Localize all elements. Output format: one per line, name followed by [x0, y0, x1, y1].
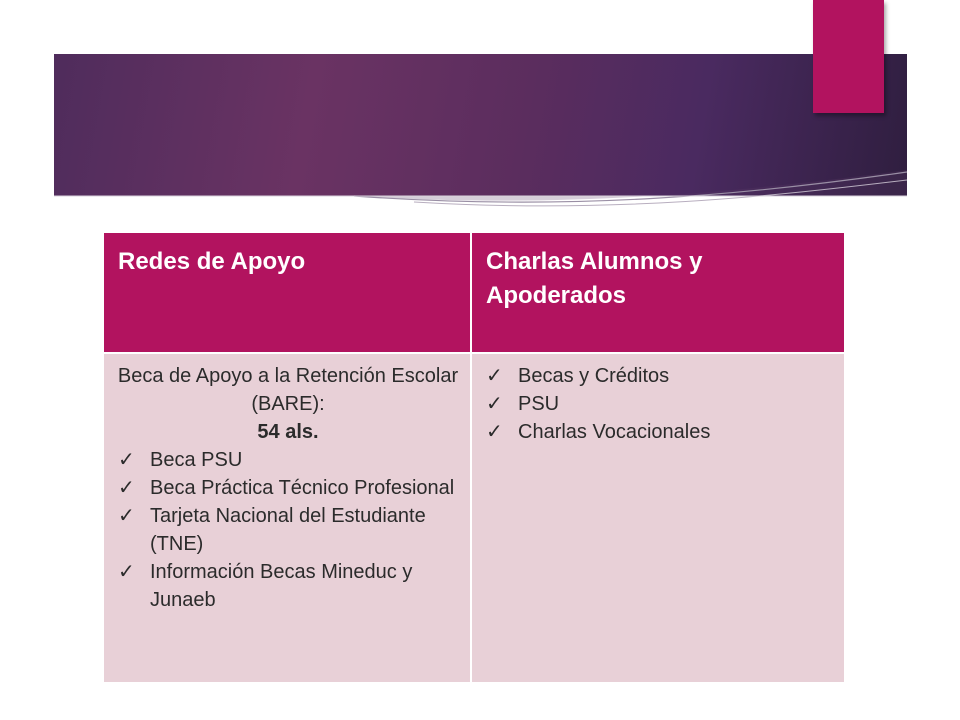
list-item: ✓ Charlas Vocacionales [482, 418, 836, 446]
header-charlas: Charlas Alumnos y Apoderados [471, 232, 845, 353]
list-item: ✓ PSU [482, 390, 836, 418]
redes-list [114, 446, 462, 614]
redes-cell [103, 353, 471, 683]
list-item: ✓ Beca PSU [114, 446, 462, 474]
bare-count: 54 als. [257, 421, 319, 443]
header-redes-de-apoyo: Redes de Apoyo [103, 232, 471, 353]
table-body-row [103, 353, 845, 683]
list-item: ✓ Tarjeta Nacional del Estudiante (TNE) [114, 502, 462, 558]
check-icon: ✓ [118, 505, 135, 527]
table-header-row [103, 232, 845, 353]
bare-intro: Beca de Apoyo a la Retención Escolar (BARE): [117, 365, 459, 415]
accent-tab [813, 0, 884, 113]
list-item: ✓ Beca Práctica Técnico Profesional [114, 474, 462, 502]
list-item: ✓ Información Becas Mineduc y Junaeb [114, 558, 462, 614]
info-table [102, 231, 846, 684]
check-icon: ✓ [118, 561, 135, 583]
check-icon: ✓ [118, 449, 135, 471]
check-icon: ✓ [118, 477, 135, 499]
check-icon: ✓ [486, 421, 503, 443]
charlas-cell [471, 353, 845, 683]
charlas-list [482, 362, 836, 446]
check-icon: ✓ [486, 365, 503, 387]
banner-curve-decoration [54, 150, 907, 230]
list-item: ✓ Becas y Créditos [482, 362, 836, 390]
check-icon: ✓ [486, 393, 503, 415]
